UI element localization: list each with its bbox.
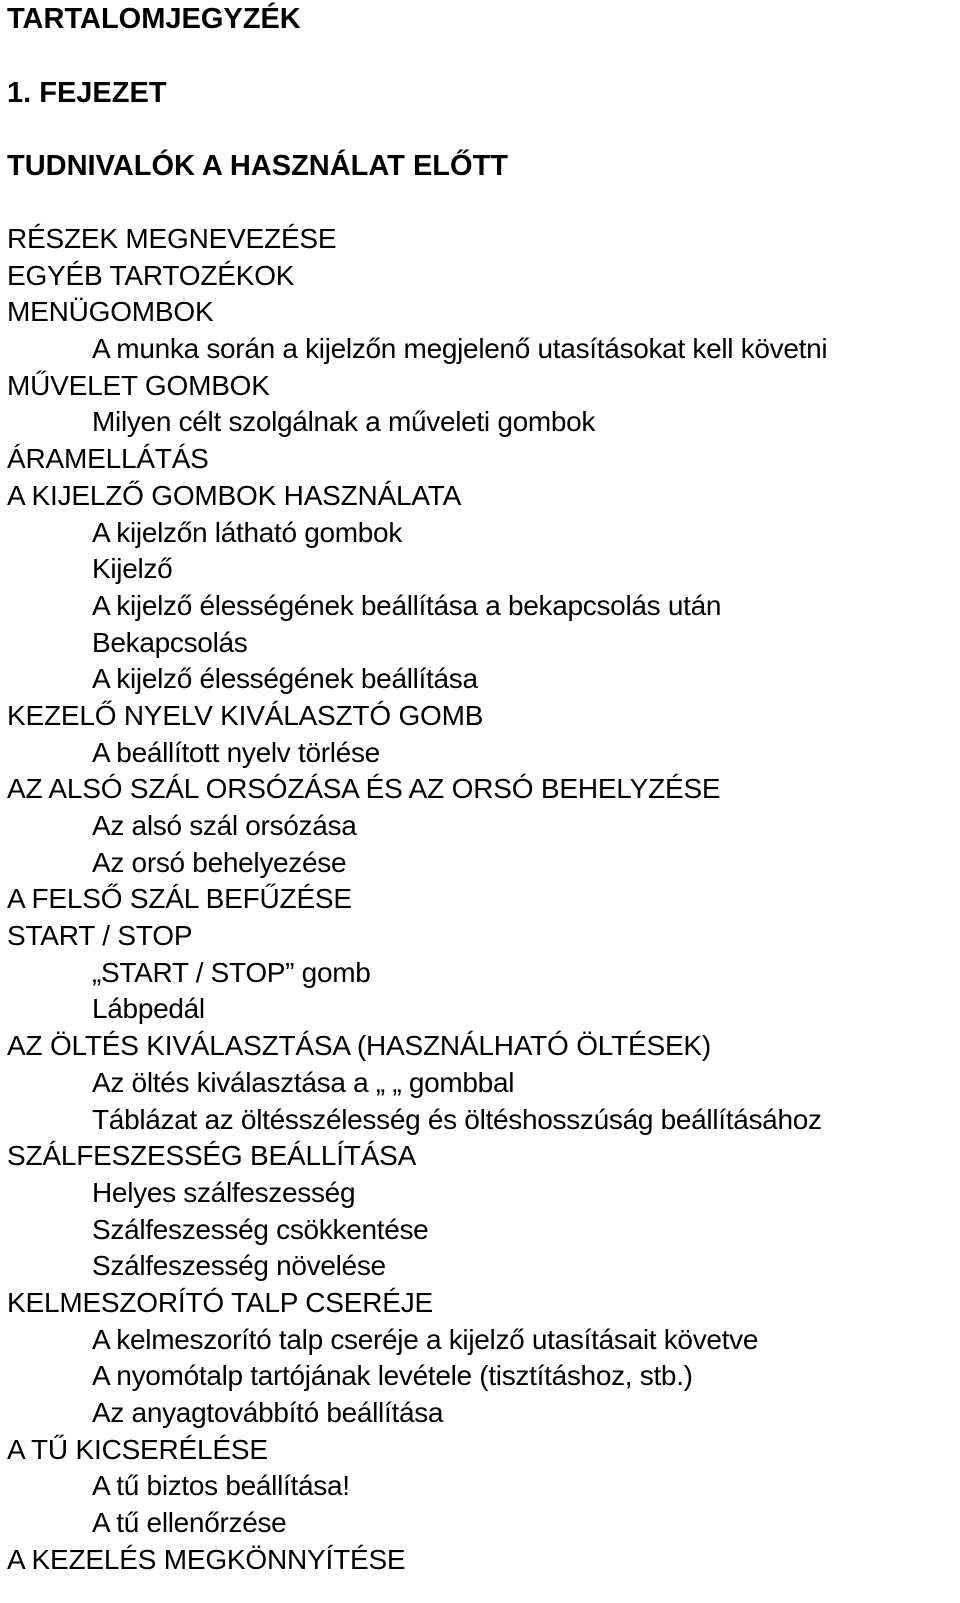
toc-entry-text: A kijelző élességének beállítása a bekapcsolás után xyxy=(92,589,722,621)
toc-entry-text: A kelmeszorító talp cseréje a kijelző utasításait követve xyxy=(92,1323,759,1355)
table-of-contents xyxy=(7,221,957,1578)
toc-entry-text: A nyomótalp tartójának levétele (tisztításhoz, stb.) xyxy=(92,1360,693,1392)
toc-entry xyxy=(7,1285,957,1322)
toc-subentry xyxy=(7,845,957,882)
toc-entry-text: A KIJELZŐ GOMBOK HASZNÁLATA xyxy=(7,479,462,511)
toc-entry-text: Milyen célt szolgálnak a műveleti gombok xyxy=(92,406,596,438)
toc-entry xyxy=(7,698,957,735)
toc-entry-text: Bekapcsolás xyxy=(92,626,248,658)
toc-entry-text: MŰVELET GOMBOK xyxy=(7,369,270,401)
toc-subentry xyxy=(7,1248,957,1285)
chapter-number: 1. FEJEZET xyxy=(7,77,167,109)
toc-entry-text: AZ ALSÓ SZÁL ORSÓZÁSA ÉS AZ ORSÓ BEHELYZÉSE xyxy=(7,773,721,805)
toc-subentry xyxy=(7,1102,957,1139)
toc-entry-text: Az öltés kiválasztása a „ „ gombbal xyxy=(92,1066,515,1098)
toc-entry xyxy=(7,918,957,955)
toc-subentry xyxy=(7,1468,957,1505)
toc-subentry xyxy=(7,991,957,1028)
toc-entry-text: EGYÉB TARTOZÉKOK xyxy=(7,259,295,291)
toc-entry-text: A KEZELÉS MEGKÖNNYÍTÉSE xyxy=(7,1543,406,1575)
toc-entry-text: A kijelzőn látható gombok xyxy=(92,516,403,548)
toc-subentry xyxy=(7,551,957,588)
toc-entry-text: KEZELŐ NYELV KIVÁLASZTÓ GOMB xyxy=(7,699,484,731)
toc-entry xyxy=(7,294,957,331)
toc-entry xyxy=(7,1542,957,1579)
toc-subentry xyxy=(7,331,957,368)
toc-entry-text: SZÁLFESZESSÉG BEÁLLÍTÁSA xyxy=(7,1140,417,1172)
toc-subentry xyxy=(7,1505,957,1542)
chapter-title: TUDNIVALÓK A HASZNÁLAT ELŐTT xyxy=(7,150,509,182)
toc-entry-text: START / STOP xyxy=(7,920,193,952)
toc-subentry xyxy=(7,625,957,662)
toc-entry-text: Szálfeszesség növelése xyxy=(92,1250,386,1282)
toc-entry-text: Az orsó behelyezése xyxy=(92,846,347,878)
toc-entry xyxy=(7,478,957,515)
toc-entry-text: MENÜGOMBOK xyxy=(7,296,214,328)
toc-entry-text: ÁRAMELLÁTÁS xyxy=(7,443,209,475)
toc-entry xyxy=(7,441,957,478)
toc-entry-text: A beállított nyelv törlése xyxy=(92,736,380,768)
toc-entry xyxy=(7,1138,957,1175)
toc-entry-text: A tű biztos beállítása! xyxy=(92,1470,350,1502)
toc-entry-text: Az anyagtovábbító beállítása xyxy=(92,1397,444,1428)
toc-entry-text: A kijelző élességének beállítása xyxy=(92,663,478,695)
toc-subentry xyxy=(7,1322,957,1359)
toc-subentry xyxy=(7,588,957,625)
toc-entry-text: Lábpedál xyxy=(92,993,205,1025)
toc-subentry xyxy=(7,661,957,698)
document-title: TARTALOMJEGYZÉK xyxy=(7,3,301,35)
toc-subentry xyxy=(7,1175,957,1212)
toc-entry xyxy=(7,221,957,258)
toc-entry-text: Helyes szálfeszesség xyxy=(92,1176,356,1208)
toc-subentry xyxy=(7,955,957,992)
toc-subentry xyxy=(7,1212,957,1249)
toc-entry-text: Táblázat az öltésszélesség és öltéshosszúság beállításához xyxy=(92,1103,822,1135)
toc-entry-text: A munka során a kijelzőn megjelenő utasításokat kell követni xyxy=(92,333,828,365)
toc-subentry xyxy=(7,808,957,845)
toc-subentry xyxy=(7,1065,957,1102)
toc-subentry xyxy=(7,735,957,772)
toc-entry xyxy=(7,771,957,808)
toc-entry xyxy=(7,368,957,405)
toc-entry-text: A FELSŐ SZÁL BEFŰZÉSE xyxy=(7,883,352,915)
toc-entry-text: A tű ellenőrzése xyxy=(92,1507,287,1539)
toc-entry xyxy=(7,1028,957,1065)
toc-entry xyxy=(7,258,957,295)
toc-entry-text: „START / STOP” gomb xyxy=(92,956,371,988)
toc-entry-text: Szálfeszesség csökkentése xyxy=(92,1213,429,1245)
toc-subentry xyxy=(7,515,957,552)
toc-subentry xyxy=(7,1358,957,1395)
toc-entry xyxy=(7,1432,957,1469)
toc-entry-text: KELMESZORÍTÓ TALP CSERÉJE xyxy=(7,1286,434,1318)
toc-entry-text: AZ ÖLTÉS KIVÁLASZTÁSA (HASZNÁLHATÓ ÖLTÉSEK) xyxy=(7,1030,712,1062)
toc-entry-text: Az alsó szál orsózása xyxy=(92,810,357,841)
toc-entry-text: RÉSZEK MEGNEVEZÉSE xyxy=(7,223,337,254)
toc-entry xyxy=(7,881,957,918)
toc-subentry xyxy=(7,404,957,441)
toc-subentry xyxy=(7,1395,957,1432)
toc-entry-text: Kijelző xyxy=(92,553,173,585)
toc-entry-text: A TŰ KICSERÉLÉSE xyxy=(7,1433,268,1465)
